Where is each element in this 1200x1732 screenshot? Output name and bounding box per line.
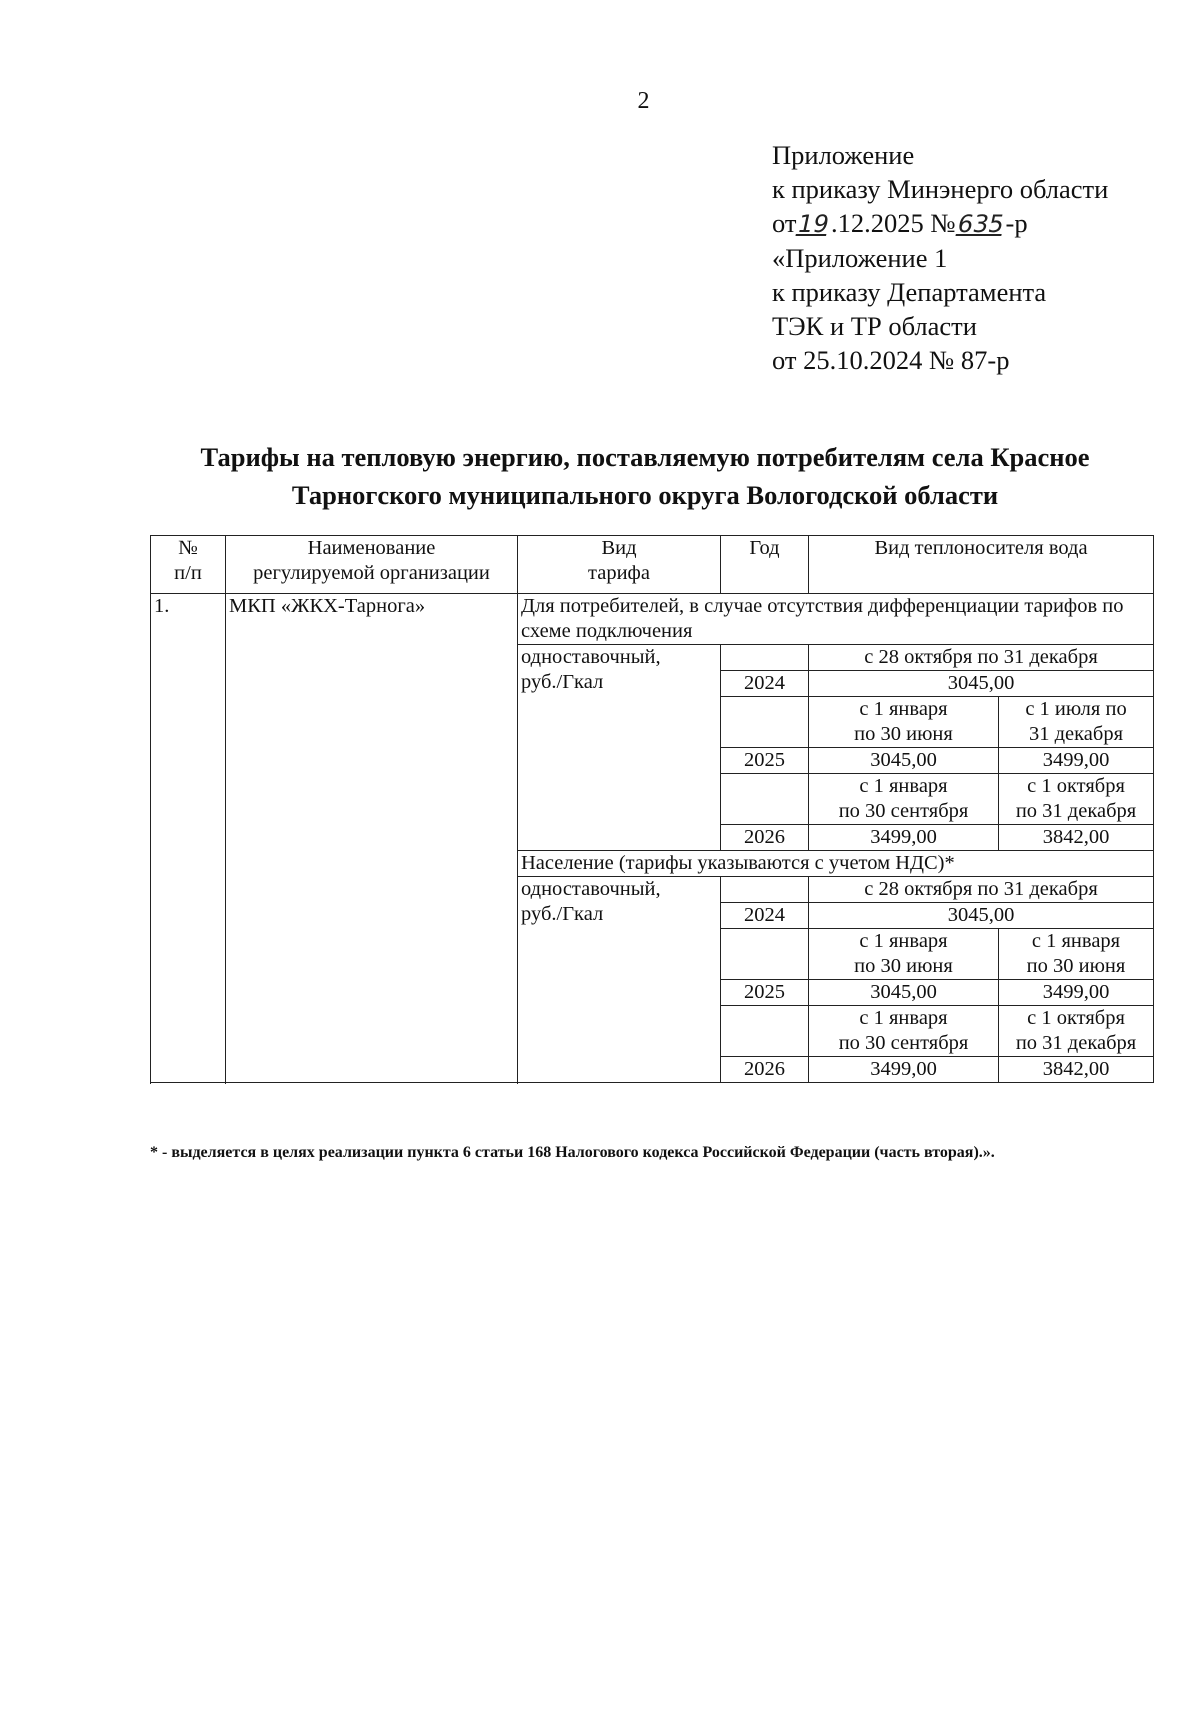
appendix-line: ТЭК и ТР области (772, 311, 977, 341)
header-number: № п/п (151, 536, 226, 594)
page-number: 2 (637, 88, 650, 114)
value-cell: 3499,00 (809, 825, 999, 851)
appendix-line: к приказу Минэнерго области (772, 174, 1109, 204)
period-cell: с 28 октября по 31 декабря (809, 877, 1154, 903)
year-cell: 2025 (721, 748, 809, 774)
appendix-line: Приложение (772, 140, 915, 170)
year-cell-empty (721, 774, 809, 825)
period-cell: с 1 января по 30 июня (809, 697, 999, 748)
tariff-type: одноставочный, руб./Гкал (518, 877, 721, 1083)
period-cell: с 1 июля по 31 декабря (999, 697, 1154, 748)
header-year: Год (721, 536, 809, 594)
period-cell: с 28 октября по 31 декабря (809, 645, 1154, 671)
table-header-row (151, 536, 1154, 594)
value-cell: 3499,00 (809, 1057, 999, 1083)
period-cell: с 1 октября по 31 декабря (999, 1006, 1154, 1057)
header-organization: Наименование регулируемой организации (226, 536, 518, 594)
value-cell: 3045,00 (809, 903, 1154, 929)
handwritten-number: 635 (954, 210, 1007, 238)
period-cell: с 1 января по 30 сентября (809, 774, 999, 825)
section-title: Для потребителей, в случае отсутствия дифференциации тарифов по схеме подключения (518, 594, 1154, 645)
appendix-prefix: от (772, 208, 797, 238)
appendix-line: от 25.10.2024 № 87-р (772, 345, 1010, 375)
row-number: 1. (151, 594, 226, 1083)
tariff-type: одноставочный, руб./Гкал (518, 645, 721, 851)
appendix-order-date (772, 206, 1108, 241)
value-cell: 3499,00 (999, 980, 1154, 1006)
value-cell: 3045,00 (809, 980, 999, 1006)
appendix-line: «Приложение 1 (772, 243, 948, 273)
appendix-line: к приказу Департамента (772, 277, 1047, 307)
section-title: Население (тарифы указываются с учетом НДС)* (518, 851, 1154, 877)
year-cell-empty (721, 929, 809, 980)
year-cell: 2026 (721, 1057, 809, 1083)
appendix-suffix: -р (1005, 208, 1028, 238)
period-cell: с 1 января по 30 июня (809, 929, 999, 980)
organization-name: МКП «ЖКХ-Тарнога» (226, 594, 518, 1083)
year-cell-empty (721, 697, 809, 748)
year-cell-empty (721, 1006, 809, 1057)
year-cell-empty (721, 645, 809, 671)
value-cell: 3842,00 (999, 825, 1154, 851)
value-cell: 3842,00 (999, 1057, 1154, 1083)
appendix-mid: .12.2025 № (831, 208, 956, 238)
appendix-block (772, 138, 1108, 377)
year-cell: 2024 (721, 903, 809, 929)
title-line-1: Тарифы на тепловую энергию, поставляемую потребителям села Красное (200, 442, 1090, 472)
table-row (151, 594, 1154, 645)
year-cell: 2026 (721, 825, 809, 851)
header-tariff-type: Вид тарифа (518, 536, 721, 594)
tariff-table (150, 535, 1154, 1083)
header-heat-carrier: Вид теплоносителя вода (809, 536, 1154, 594)
year-cell: 2024 (721, 671, 809, 697)
period-cell: с 1 января по 30 июня (999, 929, 1154, 980)
handwritten-day: 19 (795, 210, 833, 238)
value-cell: 3499,00 (999, 748, 1154, 774)
period-cell: с 1 января по 30 сентября (809, 1006, 999, 1057)
period-cell: с 1 октября по 31 декабря (999, 774, 1154, 825)
title-line-2: Тарногского муниципального округа Вологодской области (291, 480, 999, 510)
value-cell: 3045,00 (809, 748, 999, 774)
year-cell: 2025 (721, 980, 809, 1006)
document-title (150, 438, 1140, 514)
value-cell: 3045,00 (809, 671, 1154, 697)
footnote: * - выделяется в целях реализации пункта 6 статьи 168 Налогового кодекса Российской Федерации (часть вторая).». (150, 1144, 995, 1161)
year-cell-empty (721, 877, 809, 903)
